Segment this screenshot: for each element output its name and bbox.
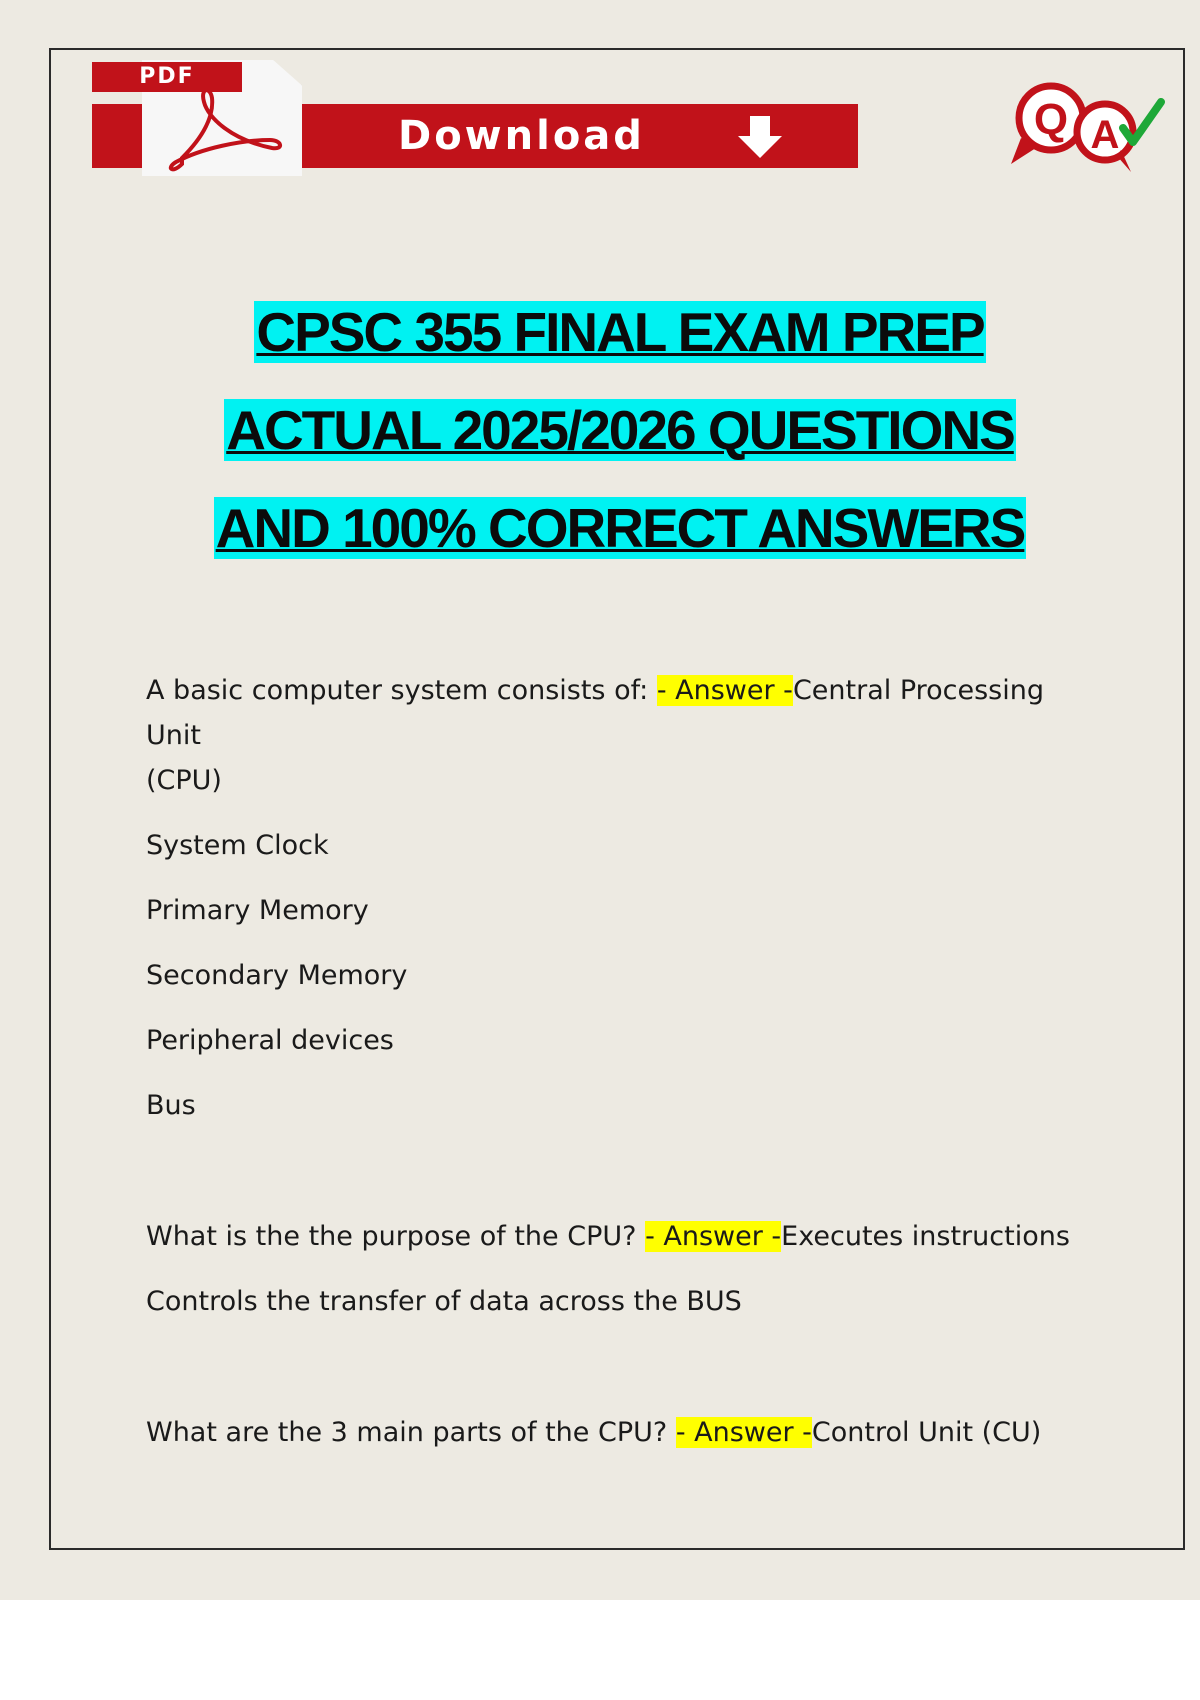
answer-text: Central Processing Unit xyxy=(146,675,1045,751)
qa-logo-a: A xyxy=(1090,113,1120,157)
answer-tag: - Answer - xyxy=(675,1417,812,1448)
question-text: A basic computer system consists of: xyxy=(146,675,649,706)
answer-line: System Clock xyxy=(146,830,329,861)
document-title xyxy=(60,296,1180,590)
answer-line: Secondary Memory xyxy=(146,960,408,991)
answer-bubble-icon xyxy=(1077,104,1133,172)
pdf-label: PDF xyxy=(92,62,242,92)
answer-tag: - Answer - xyxy=(656,675,793,706)
qa-content xyxy=(146,668,1106,1455)
answer-tag: - Answer - xyxy=(645,1221,782,1252)
question-text: What are the 3 main parts of the CPU? xyxy=(146,1417,668,1448)
qa-item-1-first-line xyxy=(146,668,1106,758)
title-line-2: ACTUAL 2025/2026 QUESTIONS xyxy=(226,399,1014,461)
title-line-3: AND 100% CORRECT ANSWERS xyxy=(215,497,1025,559)
answer-line: Bus xyxy=(146,1090,196,1121)
qa-item-2-first-line xyxy=(146,1214,1106,1259)
question-text: What is the the purpose of the CPU? xyxy=(146,1221,637,1252)
answer-text-continued: (CPU) xyxy=(146,765,222,796)
download-label: Download xyxy=(398,113,645,159)
qa-item-3-first-line xyxy=(146,1410,1106,1455)
title-line-1: CPSC 355 FINAL EXAM PREP xyxy=(256,301,984,363)
answer-line: Peripheral devices xyxy=(146,1025,394,1056)
question-bubble-icon xyxy=(1011,86,1083,164)
answer-text: Executes instructions xyxy=(781,1221,1070,1252)
qa-logo xyxy=(1005,76,1175,176)
qa-logo-q: Q xyxy=(1033,95,1069,144)
download-banner[interactable] xyxy=(92,60,858,176)
answer-line: Primary Memory xyxy=(146,895,369,926)
answer-line: Controls the transfer of data across the BUS xyxy=(146,1286,742,1317)
answer-text: Control Unit (CU) xyxy=(811,1417,1042,1448)
down-arrow-icon xyxy=(730,112,790,162)
